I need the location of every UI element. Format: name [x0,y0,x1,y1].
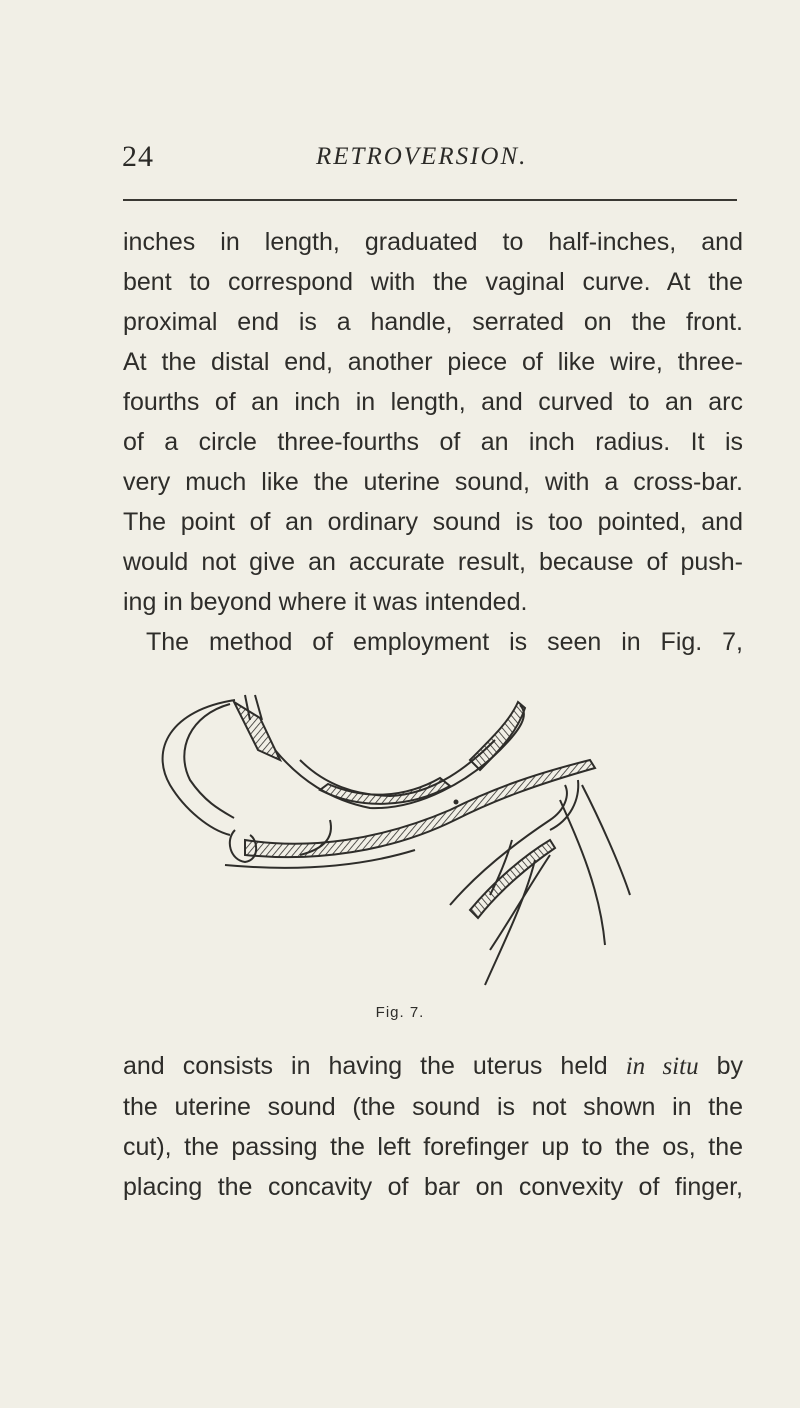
diverging-line-right [582,785,630,895]
text-line: At the distal end, another piece of like wire, three- [123,348,743,376]
page-header [122,140,742,174]
text-line: proximal end is a handle, serrated on the front. [123,308,743,336]
hatched-finger [470,840,555,918]
header-rule [123,199,737,201]
text-line [123,1046,743,1087]
text-line: placing the concavity of bar on convexity of finger, [123,1173,743,1201]
paragraph-top [123,222,743,662]
text-line: would not give an accurate result, because of push- [123,548,743,576]
text-line: cut), the passing the left forefinger up to the os, the [123,1133,743,1161]
text-line: fourths of an inch in length, and curved to an arc [123,388,743,416]
inner-fold-curve [184,704,234,818]
paragraph-bottom [123,1046,743,1207]
text-line: of a circle three-fourths of an inch radius. It is [123,428,743,456]
text-line: bent to correspond with the vaginal curve. At the [123,268,743,296]
hatched-vaginal-wall [245,760,595,857]
hatched-band-upper [234,702,280,760]
hatched-wall-upper [320,778,450,804]
page-number: 24 [122,140,154,173]
italic-term: in situ [625,1053,699,1080]
text-line: The point of an ordinary sound is too pointed, and [123,508,743,536]
marker-dot [454,800,459,805]
figure-7-illustration [150,690,670,990]
anatomical-diagram [150,690,670,990]
hatched-wall-right [470,702,525,770]
figure-caption: Fig. 7. [375,1004,425,1021]
text-line: the uterine sound (the sound is not shown in the [123,1093,743,1121]
text-line: very much like the uterine sound, with a cross-bar. [123,468,743,496]
text-segment: by [698,1052,743,1080]
text-segment: and consists in having the uterus held [123,1052,626,1080]
text-line: ing in beyond where it was intended. [123,588,528,616]
text-line: The method of employment is seen in Fig. 7, [146,628,743,656]
text-line: inches in length, graduated to half-inches, and [123,228,743,256]
running-title: RETROVERSION. [316,143,528,170]
